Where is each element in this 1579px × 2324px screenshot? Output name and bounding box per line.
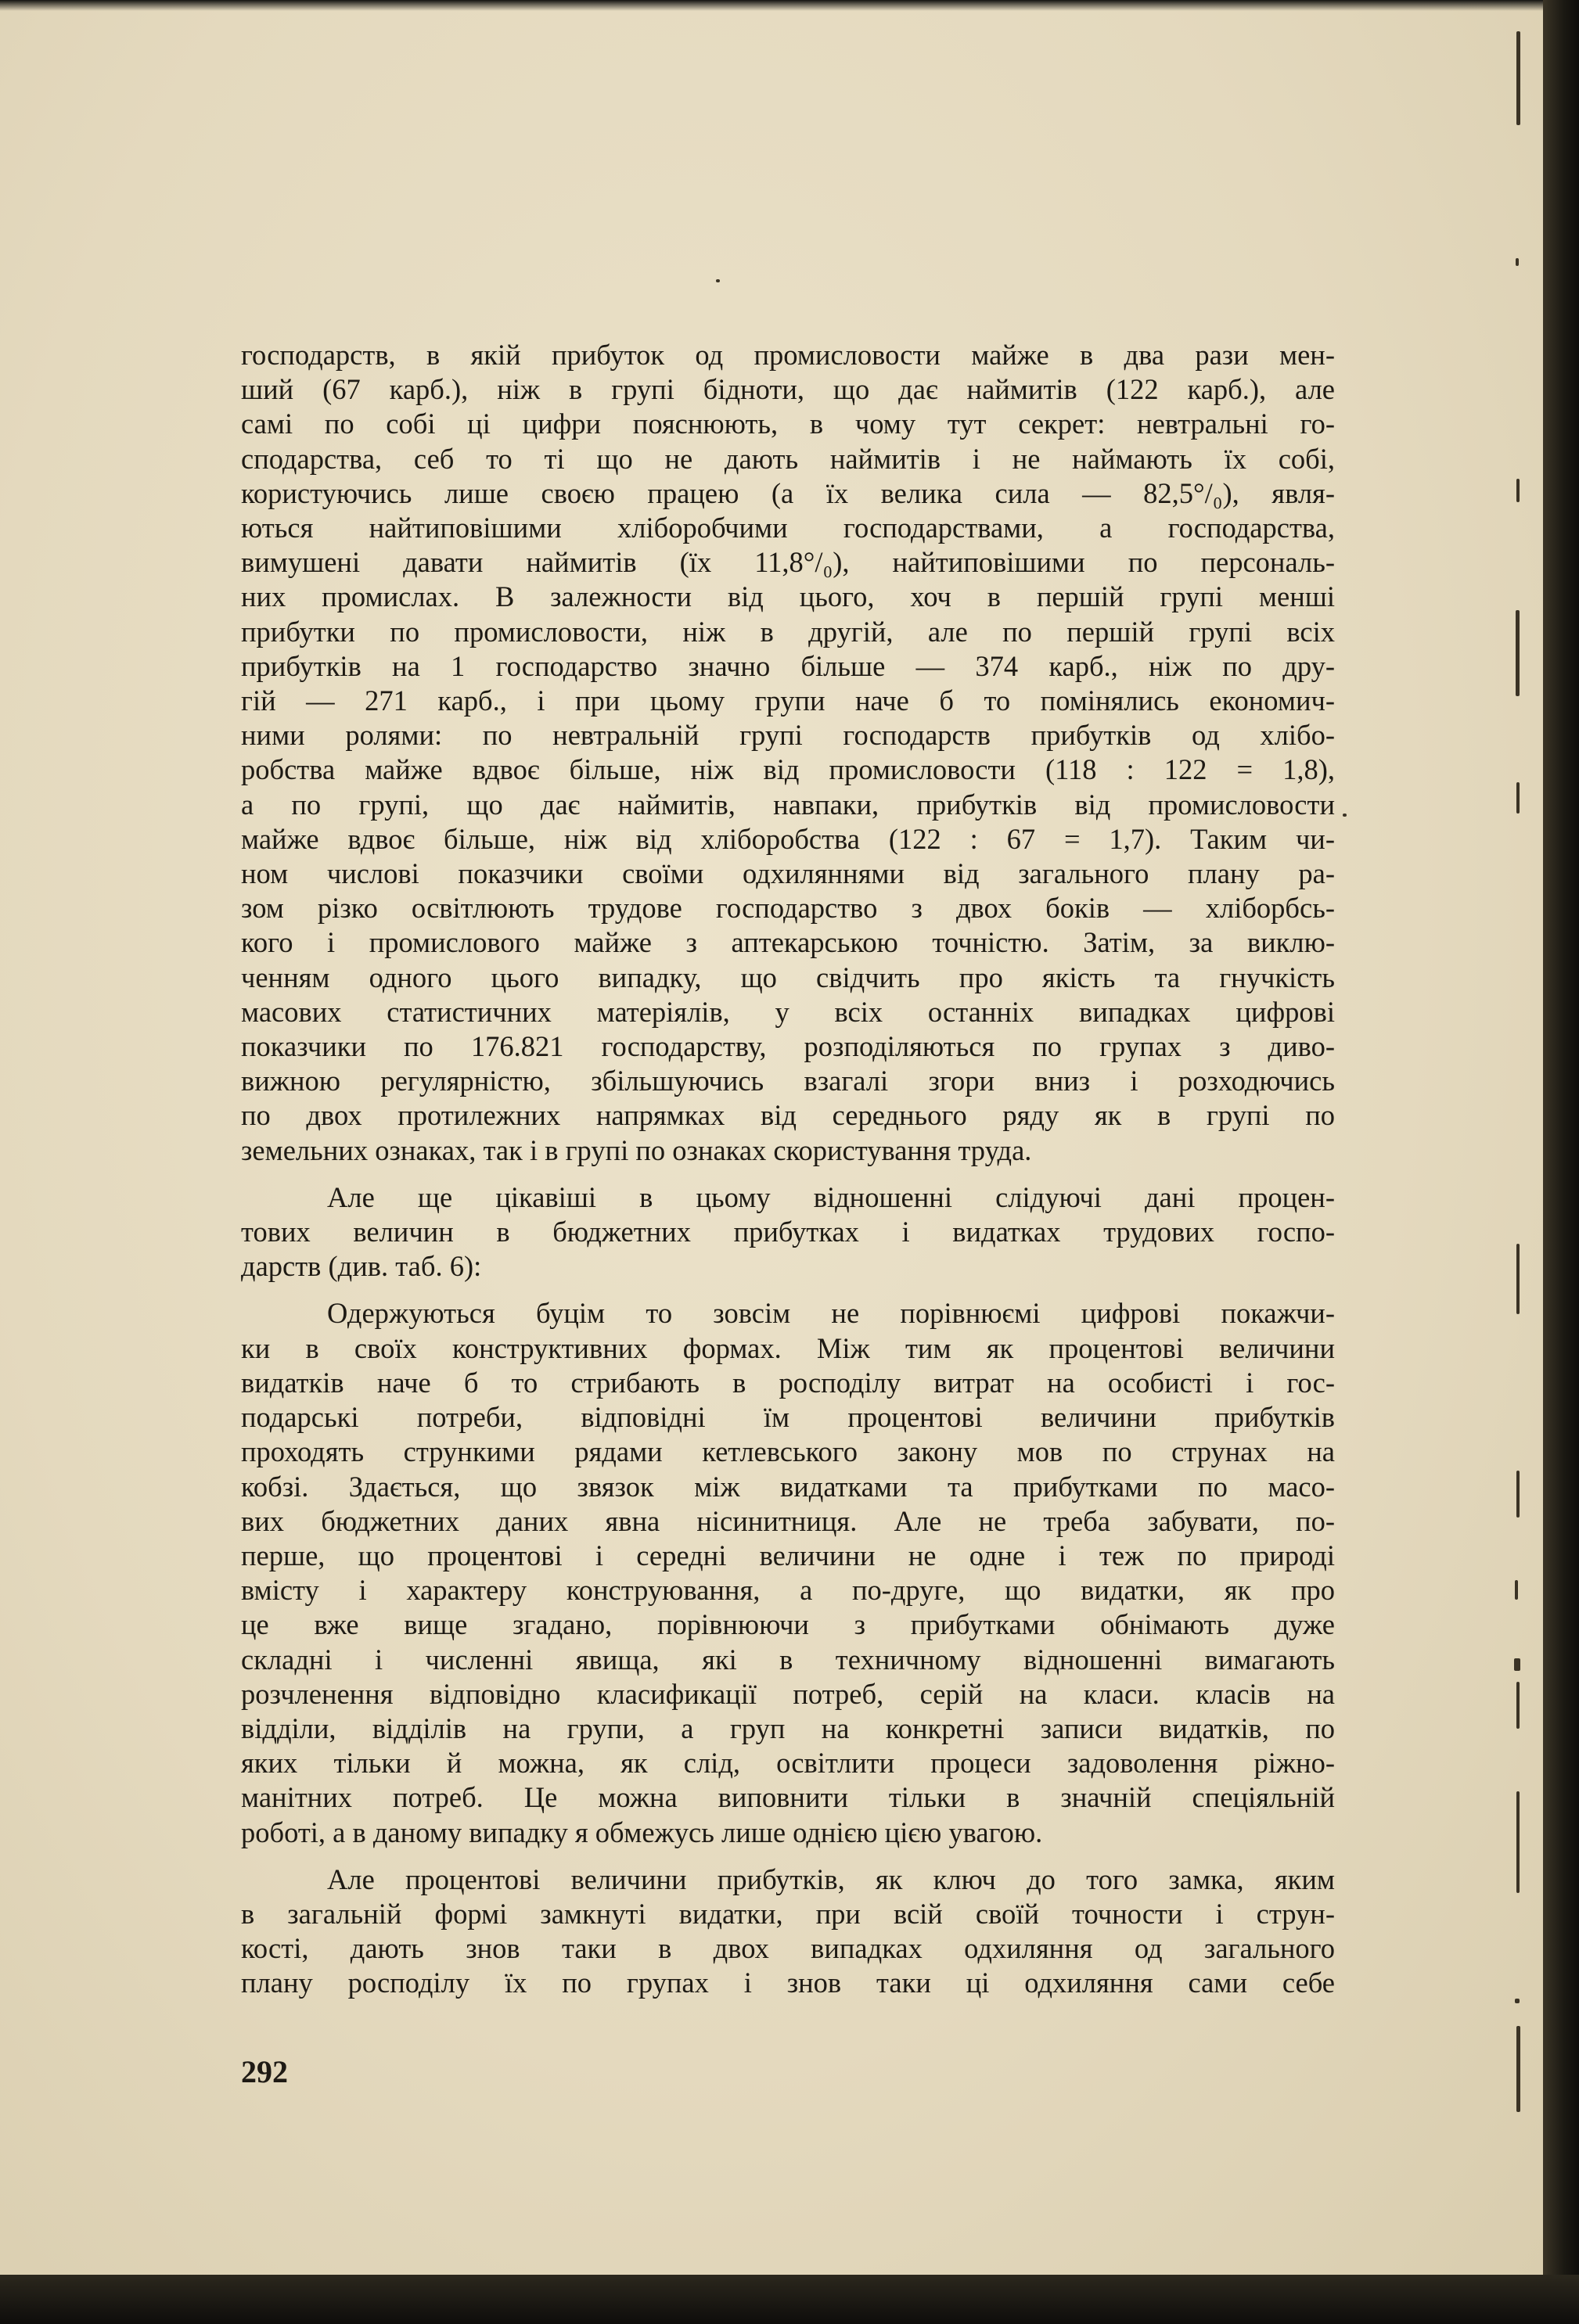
paragraph-3 (241, 1296, 1335, 1849)
paragraph-gap (241, 1168, 1335, 1180)
paragraph-gap (241, 1284, 1335, 1296)
paragraph-gap (241, 1850, 1335, 1862)
page-number: 292 (241, 2054, 288, 2089)
text-line: масових статистичних матеріялів, у всіх останніх випадках цифрові (241, 995, 1335, 1028)
text-line: плану росподілу їх по групах і знов таки ці одхиляння сами себе (241, 1967, 1335, 1999)
text-line: дарств (див. таб. 6): (241, 1250, 482, 1283)
text-line: видатків наче б то стрибають в росподілу витрат на особисті і гос- (241, 1366, 1335, 1399)
text-line: зом різко освітлюють трудове господарство з двох боків — хліборбсь- (241, 892, 1335, 925)
paragraph-4 (241, 1862, 1335, 2001)
text-line: земельних ознаках, так і в групі по ознаках скористування труда. (241, 1133, 1032, 1166)
text-line: проходять стрункими рядами кетлевського закону мов по струнах на (241, 1435, 1335, 1468)
text-line: а по групі, що дає наймитів, навпаки, прибутків від промисловости (241, 788, 1335, 821)
text-line: гій — 271 карб., і при цьому групи наче б то помінялись економич- (241, 684, 1335, 717)
text-line: відділи, відділів на групи, а груп на конкретні записи видатків, по (241, 1712, 1335, 1744)
text-line: ними ролями: по невтральній групі господарств прибутків од хлібо- (241, 719, 1335, 752)
text-line: по двох протилежних напрямках від середнього ряду як в групі по (241, 1099, 1335, 1132)
margin-mark (1516, 2026, 1520, 2112)
text-line: подарські потреби, відповідні їм процентові величини прибутків (241, 1401, 1335, 1434)
paragraph-2 (241, 1180, 1335, 1284)
margin-mark (1516, 1471, 1520, 1518)
text-line: ченням одного цього випадку, що свідчить про якість та гнучкість (241, 961, 1335, 993)
text-line: кобзі. Здається, що звязок між видатками та прибутками по масо- (241, 1470, 1335, 1503)
text-line: складні і численні явища, які в техничному відношенні вимагають (241, 1643, 1335, 1676)
text-line: вмісту і характеру конструювання, а по-друге, що видатки, як про (241, 1574, 1335, 1607)
text-line: сподарства, себ то ті що не дають наймитів і не наймають їх собі, (241, 442, 1335, 475)
text-line: майже вдвоє більше, ніж від хліборобства (122 : 67 = 1,7). Таким чи- (241, 822, 1335, 855)
text-line: це вже вище згадано, порівнюючи з прибутками обнімають дуже (241, 1608, 1335, 1641)
margin-mark (1516, 1791, 1520, 1893)
margin-mark (1516, 610, 1520, 696)
text-line: вих бюджетних даних явна нісинитниця. Але не треба забувати, по- (241, 1504, 1335, 1537)
margin-arrow-mark (1343, 814, 1347, 817)
book-spine-shadow (1543, 0, 1579, 2324)
margin-mark (1516, 31, 1520, 125)
text-line: кого і промислового майже з аптекарською точністю. Затім, за виклю- (241, 926, 1335, 959)
text-line: робства майже вдвоє більше, ніж від промисловости (118 : 122 = 1,8), (241, 753, 1335, 786)
text-line: самі по собі ці цифри пояснюють, в чому тут секрет: невтральні го- (241, 408, 1335, 440)
text-line: них промислах. В залежности від цього, хоч в першій групі менші (241, 580, 1335, 613)
text-line: тових величин в бюджетних прибутках і видатках трудових госпо- (241, 1216, 1335, 1248)
top-shadow (0, 0, 1579, 11)
text-line: ном числові показчики своїми одхиляннями від загального плану ра- (241, 857, 1335, 890)
margin-mark (1516, 1244, 1520, 1314)
margin-mark (1516, 479, 1520, 502)
text-line: ший (67 карб.), ніж в групі бідноти, що дає наймитів (122 карб.), але (241, 373, 1335, 406)
margin-mark (1516, 782, 1520, 814)
text-line: ються найтиповішими хліборобчими господарствами, а господарства, (241, 512, 1335, 544)
bottom-shadow (0, 2275, 1579, 2324)
text-line: Одержуються буцім то зовсім не порівнюємі цифрові покажчи- (327, 1297, 1335, 1330)
margin-mark (1515, 1999, 1520, 2003)
text-line: показчики по 176.821 господарству, розподіляються по групах з диво- (241, 1030, 1335, 1063)
text-line: вимушені давати наймитів (їх 11,8°/₀), найтиповішими по персональ- (241, 546, 1335, 579)
text-line: Але процентові величини прибутків, як ключ до того замка, яким (327, 1862, 1335, 1895)
text-line: ки в своїх конструктивних формах. Між тим як процентові величини (241, 1331, 1335, 1364)
text-line: перше, що процентові і середні величини не одне і теж по природі (241, 1539, 1335, 1571)
ink-speck (716, 279, 720, 282)
text-line: господарств, в якій прибуток од промисловости майже в два рази мен- (241, 339, 1335, 371)
margin-mark (1515, 1580, 1518, 1600)
text-line: прибутки по промисловости, ніж в другій, але по першій групі всіх (241, 615, 1335, 648)
text-line: кості, дають знов таки в двох випадках одхиляння од загального (241, 1932, 1335, 1965)
text-line: вижною регулярністю, збільшуючись взагалі згори вниз і розходючись (241, 1065, 1335, 1097)
text-line: користуючись лише своєю працею (а їх велика сила — 82,5°/₀), явля- (241, 476, 1335, 509)
text-line: роботі, а в даному випадку я обмежусь лише однією цією увагою. (241, 1816, 1043, 1848)
text-line: Але ще цікавіші в цьому відношенні слідуючі дані процен- (327, 1180, 1335, 1213)
text-line: в загальній формі замкнуті видатки, при всій своїй точности і струн- (241, 1897, 1335, 1930)
paragraph-1 (241, 338, 1335, 1168)
text-line: манітних потреб. Це можна виповнити тільки в значній спеціяльній (241, 1781, 1335, 1814)
margin-mark (1516, 258, 1519, 266)
body-text (241, 338, 1335, 2001)
margin-mark (1514, 1658, 1520, 1671)
text-line: яких тільки й можна, як слід, освітлити процеси задоволення ріжно- (241, 1747, 1335, 1780)
text-line: прибутків на 1 господарство значно більше — 374 карб., ніж по дру- (241, 649, 1335, 682)
margin-mark (1516, 1682, 1520, 1729)
text-line: розчленення відповідно класификації потреб, серій на класи. класів на (241, 1677, 1335, 1710)
